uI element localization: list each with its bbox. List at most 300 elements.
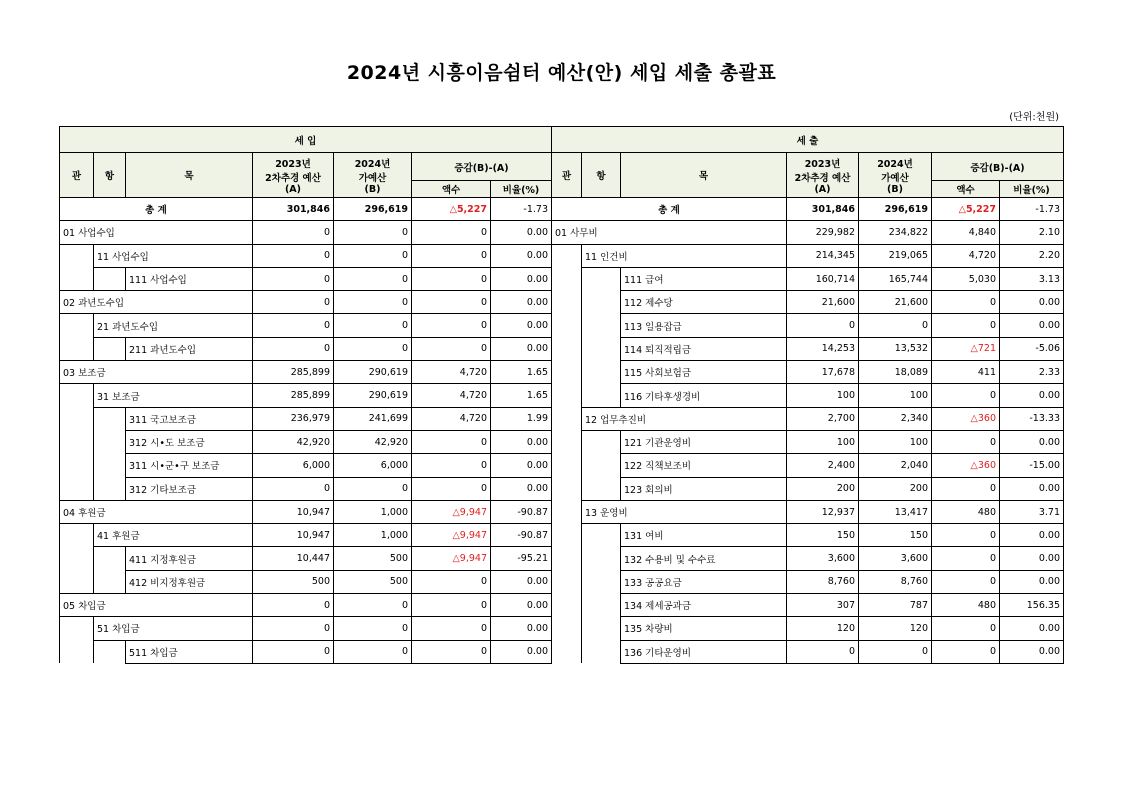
- expense-value-a: 2,400: [787, 454, 859, 477]
- expense-indent-gwan: [552, 291, 582, 314]
- expense-2024-year: 2024년: [877, 158, 913, 170]
- income-value-b: 0: [334, 267, 412, 290]
- expense-value-ratio: 2.33: [1000, 361, 1064, 384]
- expense-mok-label: 121 기관운영비: [621, 430, 787, 453]
- income-indent-hang: [94, 640, 126, 663]
- expense-indent-gwan: [552, 244, 582, 267]
- income-total-label: 총 계: [60, 198, 253, 221]
- income-mok-label: 311 국고보조금: [126, 407, 253, 430]
- expense-mok-label: 113 일용잡급: [621, 314, 787, 337]
- expense-value-ratio: 156.35: [1000, 594, 1064, 617]
- income-value-diff: 0: [412, 430, 491, 453]
- income-value-a: 0: [253, 314, 334, 337]
- expense-value-b: 787: [859, 594, 932, 617]
- expense-value-ratio: 0.00: [1000, 617, 1064, 640]
- expense-mok-label: 112 제수당: [621, 291, 787, 314]
- income-value-ratio: 0.00: [491, 430, 552, 453]
- income-value-ratio: 0.00: [491, 337, 552, 360]
- income-hang-label: 21 과년도수입: [94, 314, 253, 337]
- expense-amount-header: 액수: [932, 181, 1000, 198]
- expense-indent-gwan: [552, 361, 582, 384]
- expense-value-ratio: 0.00: [1000, 314, 1064, 337]
- expense-indent-hang: [582, 547, 621, 570]
- expense-value-ratio: 0.00: [1000, 291, 1064, 314]
- expense-value-a: 200: [787, 477, 859, 500]
- expense-indent-gwan: [552, 337, 582, 360]
- table-row: [60, 267, 1064, 290]
- expense-2023-desc: 2차추경 예산: [794, 172, 851, 184]
- expense-value-diff: 480: [932, 594, 1000, 617]
- expense-value-b: 0: [859, 314, 932, 337]
- expense-mok-label: 136 기타운영비: [621, 640, 787, 663]
- income-value-ratio: 0.00: [491, 640, 552, 663]
- table-row: [60, 524, 1064, 547]
- expense-value-a: 14,253: [787, 337, 859, 360]
- income-hang-label: 51 차입금: [94, 617, 253, 640]
- expense-indent-gwan: [552, 594, 582, 617]
- expense-indent-hang: [582, 337, 621, 360]
- income-indent-gwan: [60, 454, 94, 477]
- expense-value-diff: 0: [932, 570, 1000, 593]
- income-value-ratio: 0.00: [491, 291, 552, 314]
- income-indent-gwan: [60, 570, 94, 593]
- income-value-diff: 0: [412, 291, 491, 314]
- expense-value-diff: △360: [932, 407, 1000, 430]
- expense-value-diff: 0: [932, 430, 1000, 453]
- income-value-a: 10,947: [253, 524, 334, 547]
- expense-value-a: 0: [787, 314, 859, 337]
- expense-indent-hang: [582, 524, 621, 547]
- expense-mok-label: 111 급여: [621, 267, 787, 290]
- income-value-ratio: 0.00: [491, 244, 552, 267]
- expense-value-a: 8,760: [787, 570, 859, 593]
- income-value-a: 42,920: [253, 430, 334, 453]
- income-indent-gwan: [60, 547, 94, 570]
- expense-value-a: 307: [787, 594, 859, 617]
- income-total-ratio: -1.73: [491, 198, 552, 221]
- unit-label: (단위:천원): [1009, 112, 1059, 123]
- income-value-a: 0: [253, 221, 334, 244]
- income-value-ratio: -90.87: [491, 500, 552, 523]
- income-mok-label: 311 시•군•구 보조금: [126, 454, 253, 477]
- expense-total-a: 301,846: [787, 198, 859, 221]
- expense-indent-hang: [582, 594, 621, 617]
- income-mok-label: 211 과년도수입: [126, 337, 253, 360]
- table-row: [60, 314, 1064, 337]
- income-value-b: 1,000: [334, 500, 412, 523]
- income-value-b: 500: [334, 547, 412, 570]
- expense-gwan-label: 01 사무비: [552, 221, 787, 244]
- expense-indent-hang: [582, 477, 621, 500]
- expense-section-header: 세 출: [552, 127, 1064, 153]
- income-gwan-header: 관: [60, 153, 94, 198]
- income-hang-label: 11 사업수입: [94, 244, 253, 267]
- income-value-a: 0: [253, 291, 334, 314]
- expense-value-ratio: 3.71: [1000, 500, 1064, 523]
- income-value-b: 0: [334, 477, 412, 500]
- expense-value-diff: 0: [932, 477, 1000, 500]
- expense-indent-hang: [582, 361, 621, 384]
- expense-value-ratio: 0.00: [1000, 547, 1064, 570]
- income-mok-label: 312 시•도 보조금: [126, 430, 253, 453]
- expense-value-b: 165,744: [859, 267, 932, 290]
- expense-value-a: 150: [787, 524, 859, 547]
- expense-value-a: 2,700: [787, 407, 859, 430]
- expense-value-diff: 0: [932, 314, 1000, 337]
- expense-value-diff: 0: [932, 291, 1000, 314]
- expense-indent-hang: [582, 640, 621, 663]
- income-value-a: 0: [253, 267, 334, 290]
- table-body: [60, 198, 1064, 664]
- expense-value-ratio: -13.33: [1000, 407, 1064, 430]
- expense-indent-gwan: [552, 267, 582, 290]
- income-value-a: 285,899: [253, 361, 334, 384]
- expense-indent-hang: [582, 267, 621, 290]
- expense-value-ratio: 0.00: [1000, 524, 1064, 547]
- income-indent-hang: [94, 547, 126, 570]
- expense-value-b: 3,600: [859, 547, 932, 570]
- expense-value-b: 100: [859, 384, 932, 407]
- income-value-a: 0: [253, 337, 334, 360]
- expense-mok-label: 116 기타후생경비: [621, 384, 787, 407]
- expense-indent-gwan: [552, 524, 582, 547]
- expense-value-a: 12,937: [787, 500, 859, 523]
- income-value-ratio: -95.21: [491, 547, 552, 570]
- expense-indent-gwan: [552, 384, 582, 407]
- expense-indent-gwan: [552, 454, 582, 477]
- expense-value-b: 234,822: [859, 221, 932, 244]
- income-indent-hang: [94, 267, 126, 290]
- table-row: [60, 454, 1064, 477]
- table-row: [60, 407, 1064, 430]
- income-value-a: 500: [253, 570, 334, 593]
- income-gwan-label: 04 후원금: [60, 500, 253, 523]
- expense-value-ratio: 0.00: [1000, 477, 1064, 500]
- income-value-a: 6,000: [253, 454, 334, 477]
- income-indent-gwan: [60, 640, 94, 663]
- income-value-diff: 0: [412, 594, 491, 617]
- expense-value-a: 0: [787, 640, 859, 663]
- income-value-diff: 4,720: [412, 407, 491, 430]
- income-value-b: 500: [334, 570, 412, 593]
- expense-indent-hang: [582, 454, 621, 477]
- income-value-a: 236,979: [253, 407, 334, 430]
- income-gwan-label: 02 과년도수입: [60, 291, 253, 314]
- expense-value-diff: 0: [932, 547, 1000, 570]
- expense-value-a: 17,678: [787, 361, 859, 384]
- income-value-ratio: 1.65: [491, 361, 552, 384]
- expense-value-ratio: 2.10: [1000, 221, 1064, 244]
- income-value-b: 0: [334, 314, 412, 337]
- income-mok-label: 312 기타보조금: [126, 477, 253, 500]
- income-mok-label: 111 사업수입: [126, 267, 253, 290]
- expense-2023-code: (A): [814, 183, 831, 195]
- income-value-b: 0: [334, 617, 412, 640]
- expense-value-ratio: -5.06: [1000, 337, 1064, 360]
- income-value-b: 42,920: [334, 430, 412, 453]
- income-value-diff: 0: [412, 454, 491, 477]
- expense-value-diff: 480: [932, 500, 1000, 523]
- income-indent-hang: [94, 430, 126, 453]
- expense-value-b: 13,532: [859, 337, 932, 360]
- expense-value-ratio: 0.00: [1000, 430, 1064, 453]
- income-2024-year: 2024년: [354, 158, 391, 170]
- income-indent-gwan: [60, 244, 94, 267]
- income-indent-gwan: [60, 314, 94, 337]
- income-value-diff: △9,947: [412, 500, 491, 523]
- expense-mok-label: 131 여비: [621, 524, 787, 547]
- income-2023-code: (A): [284, 183, 302, 195]
- expense-value-b: 100: [859, 430, 932, 453]
- income-mok-label: 511 차입금: [126, 640, 253, 663]
- expense-indent-gwan: [552, 430, 582, 453]
- expense-value-diff: △721: [932, 337, 1000, 360]
- expense-value-ratio: -15.00: [1000, 454, 1064, 477]
- expense-hang-label: 12 업무추진비: [582, 407, 787, 430]
- income-2024-code: (B): [364, 183, 381, 195]
- income-value-ratio: 0.00: [491, 594, 552, 617]
- income-value-ratio: 0.00: [491, 570, 552, 593]
- expense-mok-label: 132 수용비 및 수수료: [621, 547, 787, 570]
- income-2024-desc: 가예산: [358, 172, 387, 184]
- income-2023-header: [253, 153, 334, 198]
- income-value-diff: △9,947: [412, 524, 491, 547]
- income-value-a: 0: [253, 617, 334, 640]
- income-hang-label: 41 후원금: [94, 524, 253, 547]
- expense-indent-gwan: [552, 547, 582, 570]
- expense-2023-header: [787, 153, 859, 198]
- total-row: [60, 198, 1064, 221]
- expense-value-diff: 411: [932, 361, 1000, 384]
- income-hang-header: 항: [94, 153, 126, 198]
- income-2023-year: 2023년: [275, 158, 311, 170]
- expense-mok-header: 목: [621, 153, 787, 198]
- table-row: [60, 547, 1064, 570]
- expense-2024-header: [859, 153, 932, 198]
- income-value-b: 0: [334, 640, 412, 663]
- expense-value-ratio: 0.00: [1000, 640, 1064, 663]
- income-indent-gwan: [60, 477, 94, 500]
- income-gwan-label: 03 보조금: [60, 361, 253, 384]
- income-value-ratio: 0.00: [491, 314, 552, 337]
- income-value-diff: 4,720: [412, 361, 491, 384]
- income-indent-gwan: [60, 337, 94, 360]
- expense-value-ratio: 2.20: [1000, 244, 1064, 267]
- income-value-ratio: 0.00: [491, 617, 552, 640]
- income-indent-hang: [94, 407, 126, 430]
- income-value-diff: 4,720: [412, 384, 491, 407]
- income-value-b: 1,000: [334, 524, 412, 547]
- income-mok-header: 목: [126, 153, 253, 198]
- table-row: [60, 384, 1064, 407]
- expense-value-b: 2,040: [859, 454, 932, 477]
- expense-2023-year: 2023년: [804, 158, 841, 170]
- income-value-a: 0: [253, 594, 334, 617]
- income-value-ratio: -90.87: [491, 524, 552, 547]
- expense-value-b: 21,600: [859, 291, 932, 314]
- expense-indent-gwan: [552, 570, 582, 593]
- income-hang-label: 31 보조금: [94, 384, 253, 407]
- income-value-ratio: 1.65: [491, 384, 552, 407]
- expense-value-b: 150: [859, 524, 932, 547]
- expense-hang-header: 항: [582, 153, 621, 198]
- expense-indent-hang: [582, 617, 621, 640]
- expense-indent-gwan: [552, 500, 582, 523]
- income-indent-hang: [94, 477, 126, 500]
- expense-mok-label: 114 퇴직적립금: [621, 337, 787, 360]
- expense-indent-hang: [582, 291, 621, 314]
- expense-value-b: 219,065: [859, 244, 932, 267]
- income-gwan-label: 05 차입금: [60, 594, 253, 617]
- expense-indent-gwan: [552, 617, 582, 640]
- expense-hang-label: 11 인건비: [582, 244, 787, 267]
- income-value-ratio: 0.00: [491, 221, 552, 244]
- expense-value-a: 120: [787, 617, 859, 640]
- income-2023-desc: 2차추경 예산: [265, 172, 321, 184]
- income-ratio-header: 비율(%): [491, 181, 552, 198]
- expense-2024-code: (B): [887, 183, 903, 195]
- expense-value-b: 120: [859, 617, 932, 640]
- income-value-b: 0: [334, 594, 412, 617]
- table-row: [60, 640, 1064, 663]
- income-indent-gwan: [60, 617, 94, 640]
- income-value-diff: 0: [412, 640, 491, 663]
- income-value-diff: 0: [412, 267, 491, 290]
- income-indent-gwan: [60, 267, 94, 290]
- income-indent-hang: [94, 337, 126, 360]
- expense-indent-gwan: [552, 640, 582, 663]
- expense-indent-gwan: [552, 407, 582, 430]
- expense-value-a: 229,982: [787, 221, 859, 244]
- expense-mok-label: 135 차량비: [621, 617, 787, 640]
- income-indent-hang: [94, 454, 126, 477]
- table-row: [60, 617, 1064, 640]
- expense-value-b: 8,760: [859, 570, 932, 593]
- income-value-ratio: 0.00: [491, 454, 552, 477]
- expense-value-diff: 0: [932, 524, 1000, 547]
- expense-value-a: 100: [787, 430, 859, 453]
- table-row: [60, 337, 1064, 360]
- expense-indent-gwan: [552, 314, 582, 337]
- table-row: [60, 477, 1064, 500]
- expense-value-ratio: 0.00: [1000, 570, 1064, 593]
- income-value-ratio: 0.00: [491, 267, 552, 290]
- budget-summary-table: [59, 126, 1064, 664]
- income-value-diff: 0: [412, 477, 491, 500]
- expense-value-b: 18,089: [859, 361, 932, 384]
- income-value-diff: △9,947: [412, 547, 491, 570]
- income-indent-gwan: [60, 407, 94, 430]
- income-value-diff: 0: [412, 570, 491, 593]
- income-indent-hang: [94, 570, 126, 593]
- table-row: [60, 570, 1064, 593]
- income-value-a: 0: [253, 244, 334, 267]
- expense-total-diff: △5,227: [932, 198, 1000, 221]
- expense-value-diff: △360: [932, 454, 1000, 477]
- income-amount-header: 액수: [412, 181, 491, 198]
- income-value-a: 0: [253, 640, 334, 663]
- expense-indent-hang: [582, 430, 621, 453]
- income-value-diff: 0: [412, 337, 491, 360]
- income-total-a: 301,846: [253, 198, 334, 221]
- income-mok-label: 412 비지정후원금: [126, 570, 253, 593]
- income-value-ratio: 0.00: [491, 477, 552, 500]
- expense-value-a: 21,600: [787, 291, 859, 314]
- income-value-diff: 0: [412, 221, 491, 244]
- income-value-ratio: 1.99: [491, 407, 552, 430]
- income-value-b: 6,000: [334, 454, 412, 477]
- income-2024-header: [334, 153, 412, 198]
- income-mok-label: 411 지정후원금: [126, 547, 253, 570]
- expense-mok-label: 115 사회보험금: [621, 361, 787, 384]
- expense-mok-label: 123 회의비: [621, 477, 787, 500]
- expense-value-diff: 5,030: [932, 267, 1000, 290]
- expense-total-label: 총 계: [552, 198, 787, 221]
- expense-value-ratio: 3.13: [1000, 267, 1064, 290]
- expense-mok-label: 134 제세공과금: [621, 594, 787, 617]
- expense-ratio-header: 비율(%): [1000, 181, 1064, 198]
- expense-value-b: 0: [859, 640, 932, 663]
- expense-total-ratio: -1.73: [1000, 198, 1064, 221]
- income-value-a: 285,899: [253, 384, 334, 407]
- expense-hang-label: 13 운영비: [582, 500, 787, 523]
- income-value-b: 0: [334, 337, 412, 360]
- expense-value-a: 100: [787, 384, 859, 407]
- income-diff-header: 증감(B)-(A): [412, 153, 552, 181]
- income-value-a: 0: [253, 477, 334, 500]
- table-row: [60, 361, 1064, 384]
- table-row: [60, 244, 1064, 267]
- expense-gwan-header: 관: [552, 153, 582, 198]
- income-value-b: 0: [334, 291, 412, 314]
- expense-indent-hang: [582, 384, 621, 407]
- expense-value-ratio: 0.00: [1000, 384, 1064, 407]
- income-value-diff: 0: [412, 314, 491, 337]
- income-value-a: 10,947: [253, 500, 334, 523]
- expense-total-b: 296,619: [859, 198, 932, 221]
- expense-value-b: 13,417: [859, 500, 932, 523]
- income-section-header: 세 입: [60, 127, 552, 153]
- income-value-diff: 0: [412, 617, 491, 640]
- income-total-diff: △5,227: [412, 198, 491, 221]
- table-row: [60, 594, 1064, 617]
- expense-value-diff: 0: [932, 640, 1000, 663]
- income-indent-gwan: [60, 524, 94, 547]
- income-total-b: 296,619: [334, 198, 412, 221]
- expense-value-b: 200: [859, 477, 932, 500]
- expense-value-diff: 4,840: [932, 221, 1000, 244]
- income-value-b: 290,619: [334, 384, 412, 407]
- expense-value-diff: 0: [932, 384, 1000, 407]
- income-value-b: 0: [334, 244, 412, 267]
- table-row: [60, 500, 1064, 523]
- table-row: [60, 430, 1064, 453]
- expense-value-a: 214,345: [787, 244, 859, 267]
- expense-value-diff: 4,720: [932, 244, 1000, 267]
- income-value-a: 10,447: [253, 547, 334, 570]
- table-row: [60, 221, 1064, 244]
- expense-value-a: 160,714: [787, 267, 859, 290]
- expense-value-a: 3,600: [787, 547, 859, 570]
- expense-indent-hang: [582, 314, 621, 337]
- income-indent-gwan: [60, 384, 94, 407]
- page-title: 2024년 시흥이음쉼터 예산(안) 세입 세출 총괄표: [346, 62, 777, 84]
- income-value-b: 0: [334, 221, 412, 244]
- expense-indent-gwan: [552, 477, 582, 500]
- expense-value-diff: 0: [932, 617, 1000, 640]
- expense-diff-header: 증감(B)-(A): [932, 153, 1064, 181]
- expense-indent-hang: [582, 570, 621, 593]
